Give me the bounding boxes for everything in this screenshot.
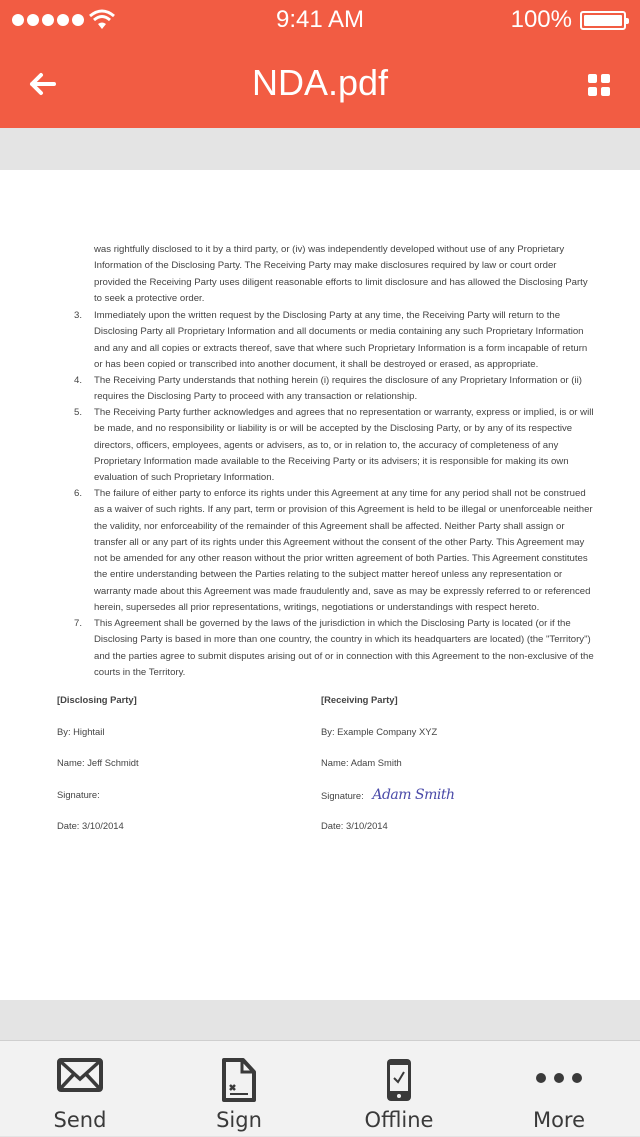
- receiving-by: By: Example Company XYZ: [321, 725, 438, 737]
- clause-text: The Receiving Party further acknowledges and agrees that no representation or warranty, express or implied, is or will be made, and no responsibility or liability is or will be accepted by the Disclosing Party, or by any of its respective directors, officers, employees, agents or advisers, as to, or in relation to, the accuracy of completeness of any Proprietary Information made available to the Receiving Party or its advisers; it is responsible for making its own evaluation of such Proprietary Information.: [94, 407, 594, 484]
- sign-document-icon: [221, 1057, 257, 1103]
- clause-3: [74, 308, 594, 373]
- clause-number: 5.: [74, 407, 83, 418]
- disclosing-party-block: [57, 692, 317, 850]
- receiving-signature-label: Signature:: [321, 789, 364, 801]
- more-button[interactable]: [479, 1041, 639, 1137]
- clause-text: This Agreement shall be governed by the laws of the jurisdiction in which the Disclosing Party is located (or if the Disclosing Party is based in more than one country, the country in which its headquarters are located) (the "Territory") and the parties agree to submit disputes arising out of or in connection with this Agreement to the non-exclusive of the courts in the Territory.: [94, 618, 594, 678]
- disclosing-signature-field[interactable]: Signature:: [57, 788, 100, 800]
- disclosing-by: By: Hightail: [57, 725, 105, 737]
- offline-button[interactable]: [319, 1041, 479, 1137]
- clause-4: [74, 373, 594, 406]
- clause-7: [74, 616, 594, 681]
- clause-6: [74, 486, 594, 616]
- disclosing-heading: [Disclosing Party]: [57, 694, 137, 705]
- pdf-page: [0, 170, 640, 1000]
- status-bar: [0, 0, 640, 40]
- status-time: 9:41 AM: [275, 6, 365, 33]
- clause-number: 4.: [74, 375, 83, 386]
- envelope-icon: [57, 1057, 103, 1093]
- more-dots-icon: [535, 1057, 583, 1103]
- battery-percent: 100%: [510, 6, 572, 33]
- more-label: More: [532, 1108, 586, 1132]
- send-label: Send: [53, 1108, 107, 1132]
- intro-paragraph: was rightfully disclosed to it by a third party, or (iv) was independently developed without use of any Proprietary Information of the Disclosing Party. The Receiving Party may make disclosures required by law or court order provided the Receiving Party uses diligent reasonable efforts to limit disclosure and has allowed the Disclosing Party to seek a protective order.: [94, 244, 588, 304]
- receiving-heading: [Receiving Party]: [321, 694, 398, 705]
- receiving-signature-row: [321, 787, 581, 819]
- clause-text: The Receiving Party understands that nothing herein (i) requires the disclosure of any Proprietary Information or (ii) requires the Disclosing Party to proceed with any transaction or relationship.: [94, 375, 582, 403]
- app-header: [0, 0, 640, 128]
- disclosing-name: Name: Jeff Schmidt: [57, 757, 139, 768]
- clause-number: 3.: [74, 310, 83, 321]
- battery-icon: [580, 11, 626, 30]
- clause-text: The failure of either party to enforce its rights under this Agreement at any time for any period shall not be construed as a waiver of such rights. If any part, term or provision of this Agreement is held to be illegal or unenforceable neither the validity, nor enforceability of the remainder of this Agreement shall be affected. Neither Party shall assign or transfer all or any part of its rights under this Agreement without the consent of the other Party. This Agreement may not be amended for any other reason without the prior written agreement of both Parties. This Agreement constitutes the entire understanding between the Parties relating to the subject matter hereof unless any representation or warranty made about this Agreement was made fraudulently and, save as may be expressly referred to or referenced herein, supersedes all prior representations, writings, negotiations or understandings with respect hereto.: [94, 488, 593, 614]
- offline-label: Offline: [364, 1108, 434, 1132]
- clause-number: 6.: [74, 488, 83, 499]
- sign-button[interactable]: [159, 1041, 319, 1137]
- disclosing-date: Date: 3/10/2014: [57, 820, 124, 831]
- receiving-date: Date: 3/10/2014: [321, 820, 388, 831]
- clause-text: Immediately upon the written request by the Disclosing Party at any time, the Receiving Party will return to the Disclosing Party all Proprietary Information and all documents or media containing any such Proprietary Information and any and all copies or extracts thereof, save that where such Proprietary Information is a form incapable of return or has been copied or transcribed into another document, it shall be destroyed or erased, as appropriate.: [94, 310, 588, 370]
- phone-check-icon: [385, 1057, 413, 1103]
- receiving-name: Name: Adam Smith: [321, 757, 402, 768]
- receiving-party-block: [321, 692, 581, 850]
- clause-number: 7.: [74, 618, 83, 629]
- bottom-toolbar: [0, 1040, 640, 1136]
- handwritten-signature: Adam Smith: [372, 786, 455, 803]
- send-button[interactable]: [0, 1041, 160, 1137]
- grid-view-icon[interactable]: [588, 74, 610, 96]
- document-title: NDA.pdf: [251, 62, 389, 103]
- clause-5: [74, 405, 594, 486]
- sign-label: Sign: [216, 1108, 262, 1132]
